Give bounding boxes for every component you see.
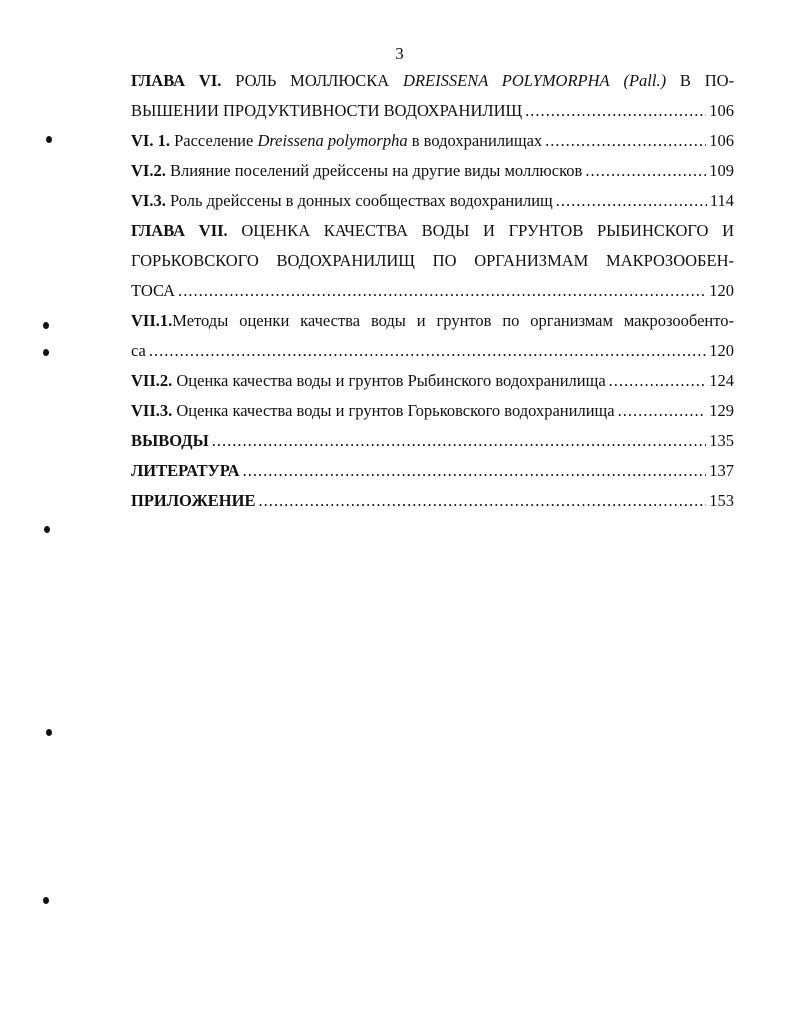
toc-chapter-7-line3[interactable] [131, 276, 734, 306]
section-label: VII.1. [131, 311, 173, 330]
chapter-title-text: РОЛЬ МОЛЛЮСКА [235, 71, 390, 90]
page-ref: 106 [709, 131, 734, 150]
chapter-title-end: ТОСА [131, 281, 176, 300]
chapter-title-end: В ПО- [679, 71, 734, 90]
toc-section-6-1[interactable] [131, 126, 734, 156]
appendix-label: ПРИЛОЖЕНИЕ [131, 491, 256, 510]
conclusions-label: ВЫВОДЫ [131, 431, 209, 450]
dot-leader [525, 96, 706, 126]
section-text: Оценка качества воды и грунтов Рыбинского водохранилища [176, 371, 606, 390]
chapter-title-italic: DREISSENA POLYMORPHA [403, 71, 610, 90]
punch-hole-mark [46, 729, 52, 736]
chapter-title-cont: ВЫШЕНИИ ПРОДУКТИВНОСТИ ВОДОХРАНИЛИЩ [131, 101, 523, 120]
section-text-cont: са [131, 341, 146, 360]
section-label: VII.3. [131, 401, 173, 420]
section-italic: Dreissena polymorpha [257, 131, 408, 150]
dot-leader [545, 126, 706, 156]
dot-leader [149, 336, 706, 366]
chapter-title-text: ОЦЕНКА КАЧЕСТВА ВОДЫ И ГРУНТОВ РЫБИНСКОГО И [241, 221, 734, 240]
toc-section-6-3[interactable] [131, 186, 734, 216]
toc-chapter-7-line1 [131, 216, 734, 246]
section-text: Роль дрейссены в донных сообществах водохранилищ [169, 191, 553, 210]
toc-appendix[interactable] [131, 486, 734, 516]
punch-hole-mark [43, 349, 49, 356]
dot-leader [585, 156, 706, 186]
dot-leader [609, 366, 707, 396]
dot-leader [243, 456, 707, 486]
toc-section-7-1-line1 [131, 306, 734, 336]
punch-hole-mark [43, 322, 49, 329]
chapter-label: ГЛАВА VI. [131, 71, 222, 90]
toc-section-7-3[interactable] [131, 396, 734, 426]
dot-leader [618, 396, 707, 426]
toc-chapter-6-line1 [131, 66, 734, 96]
dot-leader [212, 426, 706, 456]
section-label: VI.2. [131, 161, 166, 180]
page-ref: 114 [709, 191, 734, 210]
section-label: VI. 1. [131, 131, 170, 150]
section-text-before: Расселение [174, 131, 254, 150]
punch-hole-mark [46, 136, 52, 143]
section-text: Влияние поселений дрейссены на другие виды моллюсков [169, 161, 583, 180]
table-of-contents [131, 66, 734, 516]
page-ref: 120 [709, 281, 734, 300]
section-label: VI.3. [131, 191, 166, 210]
toc-section-7-2[interactable] [131, 366, 734, 396]
section-text-after: в водохранилищах [411, 131, 543, 150]
page-ref: 106 [709, 101, 734, 120]
punch-hole-mark [43, 897, 49, 904]
page-ref: 129 [709, 401, 734, 420]
dot-leader [556, 186, 707, 216]
chapter-label: ГЛАВА VII. [131, 221, 228, 240]
toc-literature[interactable] [131, 456, 734, 486]
toc-section-6-2[interactable] [131, 156, 734, 186]
page-ref: 153 [709, 491, 734, 510]
dot-leader [258, 486, 706, 516]
punch-hole-mark [44, 526, 50, 533]
toc-chapter-7-line2 [131, 246, 734, 276]
page-ref: 135 [709, 431, 734, 450]
page-ref: 109 [709, 161, 734, 180]
page-ref: 137 [709, 461, 734, 480]
page-ref: 124 [709, 371, 734, 390]
toc-section-7-1-line2[interactable] [131, 336, 734, 366]
dot-leader [178, 276, 706, 306]
chapter-title-cont: ГОРЬКОВСКОГО ВОДОХРАНИЛИЩ ПО ОРГАНИЗМАМ МАКРОЗООБЕН- [131, 251, 734, 270]
chapter-title-italic-2: (Pall.) [623, 71, 667, 90]
section-text: Оценка качества воды и грунтов Горьковского водохранилища [176, 401, 615, 420]
toc-conclusions[interactable] [131, 426, 734, 456]
section-label: VII.2. [131, 371, 173, 390]
literature-label: ЛИТЕРАТУРА [131, 461, 240, 480]
page-number: 3 [395, 44, 404, 63]
section-text: Методы оценки качества воды и грунтов по организмам макрозообенто- [172, 311, 734, 330]
page-ref: 120 [709, 341, 734, 360]
toc-chapter-6-line2[interactable] [131, 96, 734, 126]
